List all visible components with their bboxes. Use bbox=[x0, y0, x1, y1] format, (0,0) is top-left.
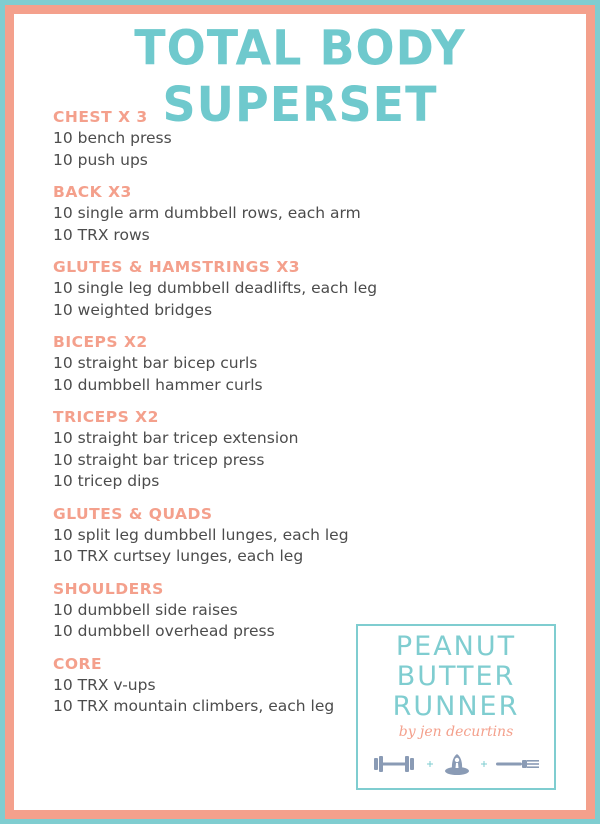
section-heading: TRICEPS X2 bbox=[53, 408, 159, 426]
list-item: 10 TRX mountain climbers, each leg bbox=[53, 697, 335, 715]
brand-logo bbox=[356, 624, 556, 790]
section-back bbox=[53, 181, 383, 246]
section-heading: GLUTES & QUADS bbox=[53, 504, 213, 523]
section-heading: SHOULDERS bbox=[53, 579, 164, 598]
section-shoulders bbox=[53, 578, 383, 643]
section-heading: GLUTES & HAMSTRINGS X3 bbox=[53, 258, 301, 276]
list-item: 10 weighted bridges bbox=[53, 300, 213, 319]
logo-icons bbox=[372, 752, 542, 776]
dumbbell-icon bbox=[374, 756, 414, 772]
fork-icon bbox=[496, 760, 539, 768]
list-item: 10 split leg dumbbell lunges, each leg bbox=[53, 525, 349, 544]
list-item: 10 straight bar tricep press bbox=[53, 450, 265, 469]
logo-byline: by jen decurtins bbox=[398, 724, 514, 740]
section-triceps bbox=[53, 406, 383, 493]
plus-icon bbox=[427, 761, 433, 767]
list-item: 10 bench press bbox=[53, 129, 172, 147]
workout-sections bbox=[53, 106, 383, 728]
list-item: 10 push ups bbox=[53, 150, 148, 169]
section-glutes-hamstrings bbox=[53, 256, 383, 321]
list-item: 10 single arm dumbbell rows, each arm bbox=[53, 204, 361, 222]
list-item: 10 dumbbell side raises bbox=[53, 600, 238, 619]
list-item: 10 TRX v-ups bbox=[53, 675, 156, 694]
section-heading: CHEST X 3 bbox=[53, 108, 148, 126]
section-heading: BACK X3 bbox=[53, 183, 132, 201]
page-title: TOTAL BODY SUPERSET bbox=[134, 19, 466, 133]
logo-line-2: BUTTER bbox=[396, 661, 516, 692]
list-item: 10 TRX curtsey lunges, each leg bbox=[53, 547, 304, 565]
section-chest bbox=[53, 106, 383, 171]
section-heading: BICEPS X2 bbox=[53, 333, 148, 351]
logo-line-3: RUNNER bbox=[392, 691, 520, 722]
list-item: 10 dumbbell overhead press bbox=[53, 622, 275, 640]
list-item: 10 straight bar bicep curls bbox=[53, 354, 258, 372]
logo-wordmark bbox=[358, 632, 554, 722]
section-biceps bbox=[53, 331, 383, 396]
logo-line-1: PEANUT bbox=[395, 631, 517, 662]
list-item: 10 tricep dips bbox=[53, 472, 160, 490]
runner-icon bbox=[445, 754, 469, 775]
list-item: 10 dumbbell hammer curls bbox=[53, 375, 263, 394]
list-item: 10 straight bar tricep extension bbox=[53, 429, 299, 447]
list-item: 10 single leg dumbbell deadlifts, each leg bbox=[53, 279, 378, 297]
list-item: 10 TRX rows bbox=[53, 225, 150, 244]
section-core bbox=[53, 653, 383, 718]
section-heading: CORE bbox=[53, 654, 103, 673]
section-glutes-quads bbox=[53, 503, 383, 568]
plus-icon bbox=[481, 761, 487, 767]
